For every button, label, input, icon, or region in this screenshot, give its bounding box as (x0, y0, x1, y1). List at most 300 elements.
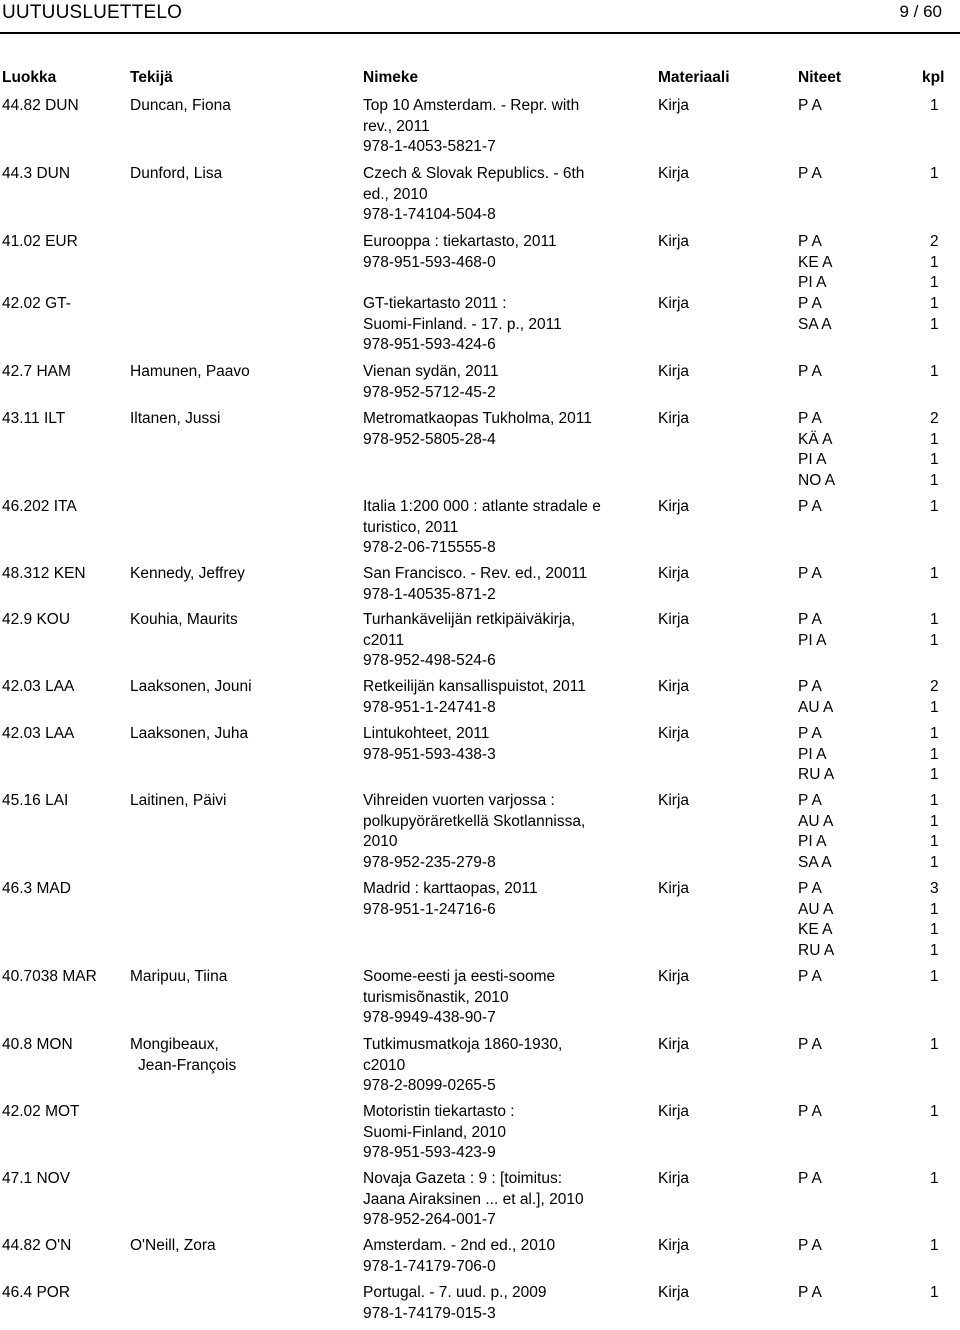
cell-luokka (2, 879, 127, 900)
cell-nimeke (363, 1169, 653, 1231)
kpl-count: 1 (930, 363, 939, 380)
cell-nimeke (363, 1035, 653, 1097)
kpl-count: 2 (930, 678, 939, 695)
luokka-text: 46.3 MAD (2, 880, 71, 897)
materiaali-text: Kirja (658, 295, 690, 312)
niteet-location: P A (798, 165, 822, 182)
cell-materiaali (658, 564, 788, 585)
cell-nimeke (363, 564, 653, 605)
luokka-text: 41.02 EUR (2, 233, 78, 250)
materiaali-text: Kirja (658, 725, 690, 742)
cell-niteet (798, 564, 898, 585)
cell-niteet (798, 677, 898, 718)
cell-materiaali (658, 610, 788, 631)
column-header-nimeke: Nimeke (363, 69, 419, 86)
luokka-text: 48.312 KEN (2, 565, 86, 582)
luokka-text: 46.4 POR (2, 1284, 71, 1301)
tekija-line: Duncan, Fiona (130, 97, 231, 114)
materiaali-text: Kirja (658, 498, 690, 515)
cell-luokka (2, 1236, 127, 1257)
kpl-count: 1 (930, 900, 939, 918)
niteet-location: RU A (798, 766, 835, 784)
cell-kpl (930, 1236, 960, 1257)
niteet-location: PI A (798, 631, 827, 649)
cell-kpl (930, 164, 960, 185)
cell-niteet (798, 1283, 898, 1304)
kpl-count: 1 (930, 315, 939, 333)
cell-materiaali (658, 96, 788, 117)
materiaali-text: Kirja (658, 1036, 690, 1053)
column-headers (0, 69, 960, 89)
nimeke-line: 978-2-8099-0265-5 (363, 1077, 496, 1095)
niteet-location: P A (798, 498, 822, 515)
column-header-tekija: Tekijä (130, 69, 173, 86)
nimeke-line: Lintukohteet, 2011 (363, 725, 490, 742)
kpl-count: 1 (930, 921, 939, 939)
cell-luokka (2, 1035, 127, 1056)
cell-kpl (930, 1035, 960, 1056)
luokka-text: 44.82 DUN (2, 97, 79, 114)
cell-niteet (798, 1169, 898, 1190)
kpl-count: 1 (930, 1036, 939, 1053)
nimeke-line: 978-952-498-524-6 (363, 652, 496, 670)
cell-kpl (930, 1283, 960, 1304)
tekija-line: Dunford, Lisa (130, 165, 223, 182)
niteet-location: AU A (798, 698, 834, 716)
cell-materiaali (658, 879, 788, 900)
niteet-location: P A (798, 678, 822, 695)
nimeke-line: Italia 1:200 000 : atlante stradale e (363, 498, 601, 515)
nimeke-line: Vihreiden vuorten varjossa : (363, 792, 555, 809)
niteet-location: P A (798, 565, 822, 582)
cell-niteet (798, 497, 898, 518)
nimeke-line: 978-951-593-438-3 (363, 745, 496, 763)
table-row (0, 1035, 960, 1102)
cell-niteet (798, 967, 898, 988)
luokka-text: 42.9 KOU (2, 611, 71, 628)
cell-nimeke (363, 967, 653, 1029)
niteet-location: NO A (798, 471, 836, 489)
kpl-count: 1 (930, 274, 939, 292)
cell-kpl (930, 497, 960, 518)
page-number: 9 / 60 (899, 2, 942, 21)
niteet-location: P A (798, 1170, 822, 1187)
kpl-count: 3 (930, 880, 939, 897)
column-header-kpl: kpl (922, 69, 945, 86)
niteet-location: P A (798, 363, 822, 380)
luokka-text: 42.02 GT- (2, 295, 71, 312)
table-row (0, 164, 960, 232)
table-row (0, 879, 960, 967)
nimeke-line: Suomi-Finland. - 17. p., 2011 (363, 315, 562, 333)
nimeke-line: Amsterdam. - 2nd ed., 2010 (363, 1237, 556, 1254)
niteet-location: KÄ A (798, 430, 833, 448)
nimeke-line: 978-951-1-24716-6 (363, 900, 496, 918)
cell-nimeke (363, 362, 653, 403)
niteet-location: P A (798, 295, 822, 312)
column-header-luokka: Luokka (2, 69, 57, 86)
materiaali-text: Kirja (658, 792, 690, 809)
materiaali-text: Kirja (658, 97, 690, 114)
materiaali-text: Kirja (658, 968, 690, 985)
luokka-text: 40.7038 MAR (2, 968, 97, 985)
cell-kpl (930, 610, 960, 651)
cell-kpl (930, 791, 960, 873)
kpl-count: 2 (930, 233, 939, 250)
nimeke-line: Portugal. - 7. uud. p., 2009 (363, 1284, 547, 1301)
cell-niteet (798, 1035, 898, 1056)
niteet-location: PI A (798, 274, 827, 292)
niteet-location: AU A (798, 900, 834, 918)
kpl-count: 1 (930, 698, 939, 716)
cell-materiaali (658, 1283, 788, 1304)
cell-nimeke (363, 1283, 653, 1324)
cell-luokka (2, 497, 127, 518)
cell-nimeke (363, 497, 653, 559)
table-row (0, 791, 960, 879)
table-row (0, 1169, 960, 1236)
cell-luokka (2, 610, 127, 631)
cell-tekija (130, 164, 360, 185)
cell-nimeke (363, 1102, 653, 1164)
luokka-text: 42.7 HAM (2, 363, 71, 380)
materiaali-text: Kirja (658, 611, 690, 628)
niteet-location: PI A (798, 745, 827, 763)
niteet-location: RU A (798, 941, 835, 959)
luokka-text: 40.8 MON (2, 1036, 73, 1053)
tekija-line: Kennedy, Jeffrey (130, 565, 245, 582)
materiaali-text: Kirja (658, 565, 690, 582)
nimeke-line: 978-951-1-24741-8 (363, 698, 496, 716)
cell-luokka (2, 1169, 127, 1190)
nimeke-line: GT-tiekartasto 2011 : (363, 295, 507, 312)
nimeke-line: 978-952-235-279-8 (363, 853, 496, 871)
nimeke-line: 978-1-74179-015-3 (363, 1304, 496, 1322)
kpl-count: 1 (930, 498, 939, 515)
table-row (0, 362, 960, 409)
cell-materiaali (658, 362, 788, 383)
cell-niteet (798, 232, 898, 294)
cell-materiaali (658, 1102, 788, 1123)
tekija-line: Kouhia, Maurits (130, 611, 238, 628)
nimeke-line: Metromatkaopas Tukholma, 2011 (363, 410, 592, 427)
kpl-count: 1 (930, 1237, 939, 1254)
nimeke-line: rev., 2011 (363, 117, 430, 135)
page-header (0, 0, 960, 30)
nimeke-line: c2010 (363, 1056, 406, 1074)
nimeke-line: Jaana Airaksinen ... et al.], 2010 (363, 1190, 584, 1208)
cell-tekija (130, 724, 360, 745)
luokka-text: 46.202 ITA (2, 498, 77, 515)
nimeke-line: Novaja Gazeta : 9 : [toimitus: (363, 1170, 563, 1187)
cell-nimeke (363, 791, 653, 873)
kpl-count: 1 (930, 1170, 939, 1187)
nimeke-line: Top 10 Amsterdam. - Repr. with (363, 97, 580, 114)
cell-tekija (130, 409, 360, 430)
cell-tekija (130, 677, 360, 698)
table-row (0, 409, 960, 497)
table-row (0, 294, 960, 362)
kpl-count: 1 (930, 253, 939, 271)
cell-tekija (130, 96, 360, 117)
cell-luokka (2, 791, 127, 812)
cell-kpl (930, 409, 960, 491)
cell-materiaali (658, 677, 788, 698)
cell-tekija (130, 362, 360, 383)
cell-nimeke (363, 1236, 653, 1277)
kpl-count: 1 (930, 766, 939, 784)
tekija-line: Hamunen, Paavo (130, 363, 250, 380)
kpl-count: 1 (930, 812, 939, 830)
cell-kpl (930, 362, 960, 383)
cell-kpl (930, 564, 960, 585)
cell-niteet (798, 791, 898, 873)
cell-kpl (930, 677, 960, 718)
kpl-count: 1 (930, 1103, 939, 1120)
nimeke-line: Madrid : karttaopas, 2011 (363, 880, 538, 897)
niteet-location: KE A (798, 921, 833, 939)
nimeke-line: 978-951-593-423-9 (363, 1144, 496, 1162)
cell-luokka (2, 294, 127, 315)
luokka-text: 44.82 O'N (2, 1237, 72, 1254)
nimeke-line: Turhankävelijän retkipäiväkirja, (363, 611, 576, 628)
nimeke-line: 978-1-74104-504-8 (363, 206, 496, 224)
column-header-niteet: Niteet (798, 69, 842, 86)
materiaali-text: Kirja (658, 1284, 690, 1301)
cell-materiaali (658, 1035, 788, 1056)
cell-luokka (2, 164, 127, 185)
table-row (0, 564, 960, 610)
kpl-count: 1 (930, 165, 939, 182)
nimeke-line: 978-9949-438-90-7 (363, 1009, 496, 1027)
tekija-line: Jean-François (138, 1056, 237, 1074)
cell-niteet (798, 164, 898, 185)
table-row (0, 677, 960, 724)
cell-niteet (798, 409, 898, 491)
cell-tekija (130, 967, 360, 988)
cell-nimeke (363, 879, 653, 920)
cell-tekija (130, 791, 360, 812)
materiaali-text: Kirja (658, 678, 690, 695)
nimeke-line: 978-951-593-424-6 (363, 336, 496, 354)
tekija-line: Laitinen, Päivi (130, 792, 227, 809)
nimeke-line: 978-951-593-468-0 (363, 253, 496, 271)
tekija-line: Mongibeaux, (130, 1036, 219, 1053)
cell-kpl (930, 294, 960, 335)
kpl-count: 1 (930, 611, 939, 628)
niteet-location: P A (798, 611, 822, 628)
nimeke-line: turismisõnastik, 2010 (363, 988, 509, 1006)
nimeke-line: 978-1-4053-5821-7 (363, 138, 496, 156)
table-row (0, 497, 960, 564)
cell-nimeke (363, 610, 653, 672)
cell-kpl (930, 96, 960, 117)
cell-luokka (2, 409, 127, 430)
cell-nimeke (363, 232, 653, 273)
cell-nimeke (363, 677, 653, 718)
cell-niteet (798, 610, 898, 651)
materiaali-text: Kirja (658, 880, 690, 897)
cell-materiaali (658, 232, 788, 253)
kpl-count: 1 (930, 725, 939, 742)
niteet-location: P A (798, 1284, 822, 1301)
kpl-count: 1 (930, 792, 939, 809)
nimeke-line: Motoristin tiekartasto : (363, 1103, 515, 1120)
cell-niteet (798, 724, 898, 786)
table-row (0, 724, 960, 791)
cell-niteet (798, 1236, 898, 1257)
cell-luokka (2, 1102, 127, 1123)
niteet-location: P A (798, 725, 822, 742)
cell-niteet (798, 879, 898, 961)
kpl-count: 1 (930, 853, 939, 871)
niteet-location: P A (798, 410, 822, 427)
cell-tekija (130, 1035, 360, 1076)
kpl-count: 1 (930, 745, 939, 763)
nimeke-line: 978-952-5712-45-2 (363, 383, 496, 401)
luokka-text: 45.16 LAI (2, 792, 69, 809)
nimeke-line: 978-2-06-715555-8 (363, 539, 496, 557)
table-row (0, 610, 960, 677)
cell-kpl (930, 724, 960, 786)
niteet-location: AU A (798, 812, 834, 830)
materiaali-text: Kirja (658, 1103, 690, 1120)
tekija-line: Laaksonen, Juha (130, 725, 249, 742)
nimeke-line: Soome-eesti ja eesti-soome (363, 968, 556, 985)
cell-materiaali (658, 497, 788, 518)
luokka-text: 42.03 LAA (2, 725, 75, 742)
cell-materiaali (658, 724, 788, 745)
niteet-location: P A (798, 1036, 822, 1053)
cell-luokka (2, 96, 127, 117)
kpl-count: 1 (930, 631, 939, 649)
cell-niteet (798, 1102, 898, 1123)
cell-luokka (2, 677, 127, 698)
nimeke-line: Suomi-Finland, 2010 (363, 1123, 507, 1141)
materiaali-text: Kirja (658, 1237, 690, 1254)
nimeke-line: turistico, 2011 (363, 518, 459, 536)
nimeke-line: polkupyöräretkellä Skotlannissa, (363, 812, 586, 830)
cell-materiaali (658, 164, 788, 185)
kpl-count: 2 (930, 410, 939, 427)
tekija-line: Iltanen, Jussi (130, 410, 221, 427)
nimeke-line: 2010 (363, 833, 398, 851)
nimeke-line: Retkeilijän kansallispuistot, 2011 (363, 678, 586, 695)
cell-materiaali (658, 1236, 788, 1257)
cell-niteet (798, 362, 898, 383)
kpl-count: 1 (930, 97, 939, 114)
column-header-materiaali: Materiaali (658, 69, 730, 86)
cell-kpl (930, 879, 960, 961)
niteet-location: P A (798, 1237, 822, 1254)
cell-kpl (930, 967, 960, 988)
niteet-location: KE A (798, 253, 833, 271)
niteet-location: P A (798, 968, 822, 985)
tekija-line: O'Neill, Zora (130, 1237, 216, 1254)
nimeke-line: 978-952-5805-28-4 (363, 430, 496, 448)
cell-kpl (930, 1102, 960, 1123)
cell-luokka (2, 362, 127, 383)
cell-nimeke (363, 96, 653, 158)
niteet-location: P A (798, 233, 822, 250)
materiaali-text: Kirja (658, 410, 690, 427)
cell-nimeke (363, 409, 653, 450)
table-row (0, 1283, 960, 1330)
cell-niteet (798, 294, 898, 335)
nimeke-line: ed., 2010 (363, 185, 428, 203)
kpl-count: 1 (930, 295, 939, 312)
nimeke-line: 978-952-264-001-7 (363, 1211, 496, 1229)
niteet-location: P A (798, 1103, 822, 1120)
cell-luokka (2, 564, 127, 585)
cell-niteet (798, 96, 898, 117)
nimeke-line: Czech & Slovak Republics. - 6th (363, 165, 585, 182)
niteet-location: P A (798, 792, 822, 809)
table-row (0, 96, 960, 164)
luokka-text: 44.3 DUN (2, 165, 71, 182)
luokka-text: 42.02 MOT (2, 1103, 80, 1120)
kpl-count: 1 (930, 941, 939, 959)
niteet-location: PI A (798, 833, 827, 851)
cell-nimeke (363, 164, 653, 226)
table-row (0, 1102, 960, 1169)
niteet-location: SA A (798, 315, 832, 333)
cell-tekija (130, 610, 360, 631)
luokka-text: 42.03 LAA (2, 678, 75, 695)
materiaali-text: Kirja (658, 165, 690, 182)
cell-tekija (130, 564, 360, 585)
materiaali-text: Kirja (658, 1170, 690, 1187)
page-title: UUTUUSLUETTELO (2, 2, 183, 23)
cell-luokka (2, 232, 127, 253)
kpl-count: 1 (930, 833, 939, 851)
kpl-count: 1 (930, 1284, 939, 1301)
cell-kpl (930, 1169, 960, 1190)
kpl-count: 1 (930, 471, 939, 489)
catalog-table (0, 96, 960, 1330)
cell-luokka (2, 967, 127, 988)
materiaali-text: Kirja (658, 363, 690, 380)
cell-luokka (2, 1283, 127, 1304)
cell-materiaali (658, 409, 788, 430)
cell-materiaali (658, 294, 788, 315)
header-divider (0, 32, 960, 34)
nimeke-line: Tutkimusmatkoja 1860-1930, (363, 1036, 563, 1053)
nimeke-line: c2011 (363, 631, 405, 649)
tekija-line: Laaksonen, Jouni (130, 678, 252, 695)
nimeke-line: 978-1-40535-871-2 (363, 585, 496, 603)
cell-materiaali (658, 791, 788, 812)
cell-nimeke (363, 724, 653, 765)
niteet-location: P A (798, 97, 822, 114)
cell-materiaali (658, 1169, 788, 1190)
cell-luokka (2, 724, 127, 745)
kpl-count: 1 (930, 565, 939, 582)
luokka-text: 47.1 NOV (2, 1170, 71, 1187)
niteet-location: PI A (798, 451, 827, 469)
table-row (0, 232, 960, 294)
table-row (0, 967, 960, 1035)
niteet-location: SA A (798, 853, 832, 871)
kpl-count: 1 (930, 430, 939, 448)
table-row (0, 1236, 960, 1283)
kpl-count: 1 (930, 451, 939, 469)
kpl-count: 1 (930, 968, 939, 985)
nimeke-line: Vienan sydän, 2011 (363, 363, 499, 380)
nimeke-line: Eurooppa : tiekartasto, 2011 (363, 233, 557, 250)
cell-materiaali (658, 967, 788, 988)
niteet-location: P A (798, 880, 822, 897)
